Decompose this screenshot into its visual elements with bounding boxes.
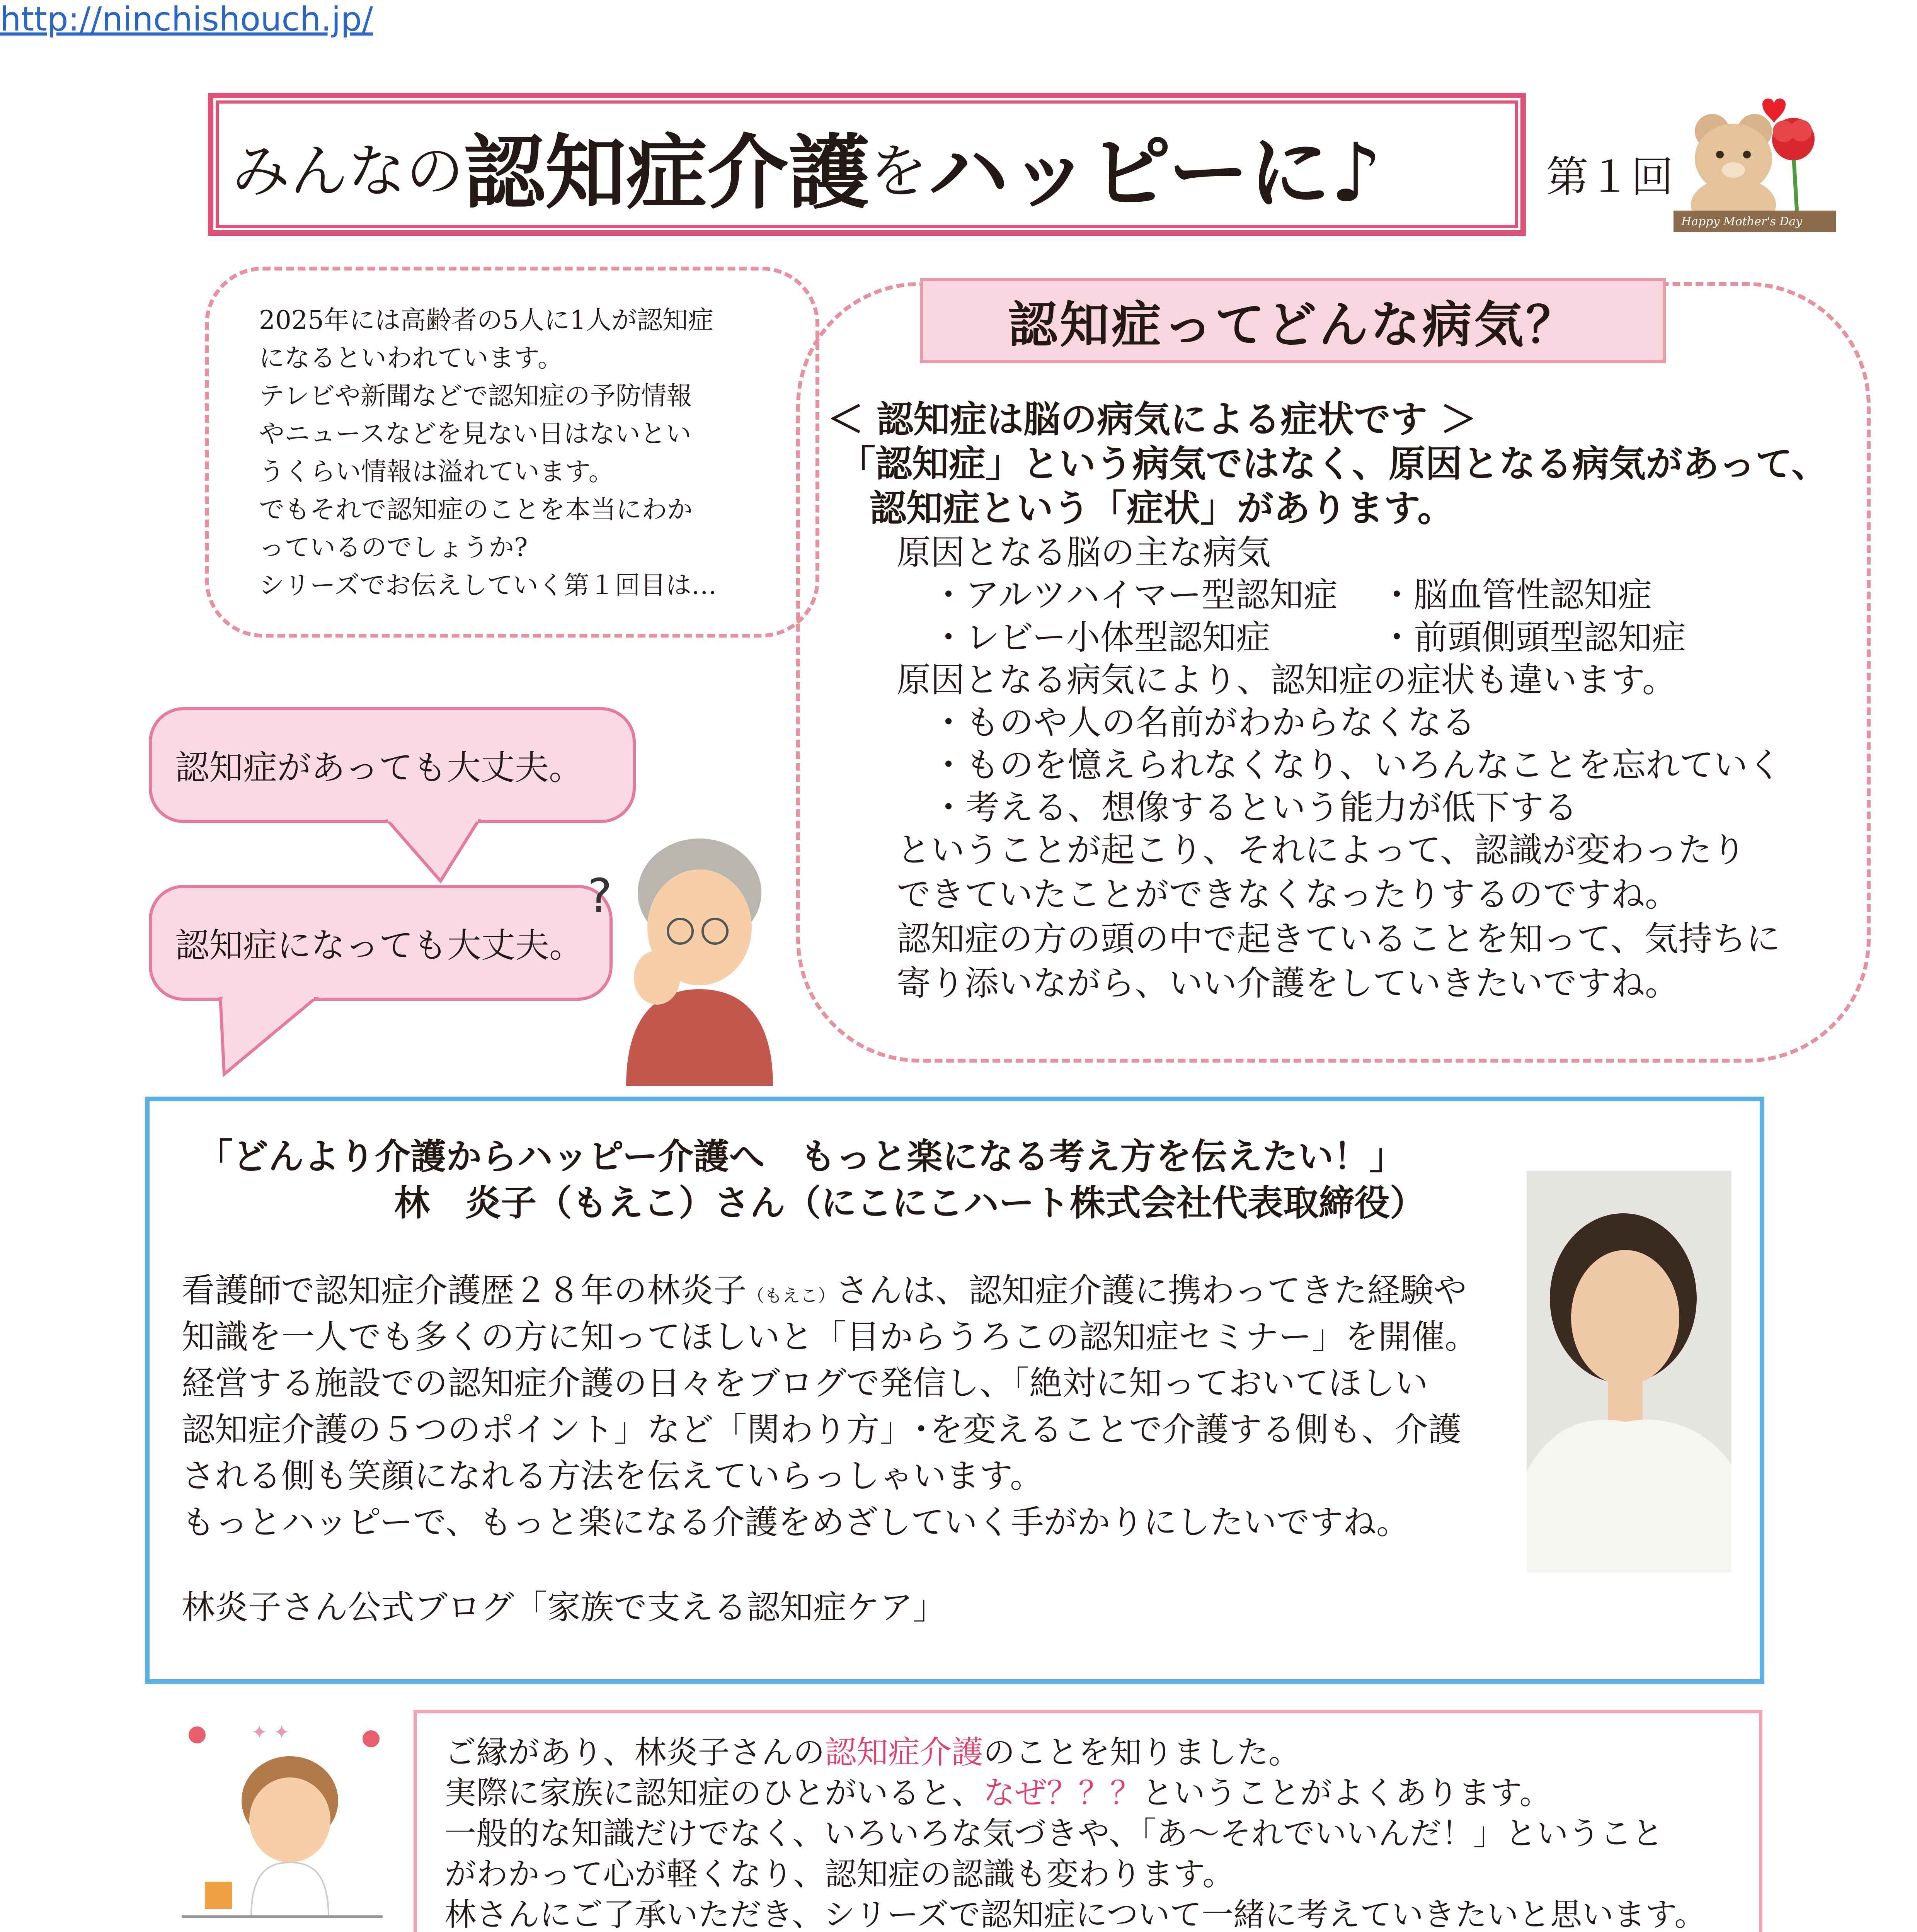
mothers-day-badge: Happy Mother's Day bbox=[1681, 215, 1803, 228]
disease-title: 認知症ってどんな病気？ bbox=[920, 278, 1666, 363]
portrait-photo bbox=[1527, 1171, 1731, 1573]
intro-text: 2025年には高齢者の5人に1人が認知症 になるといわれています。 テレビや新聞などで認知症の予防情報 やニュースなどを見ない日はないとい うくらい情報は溢れています。 でもそれで認知症のことを本当にわか っているのでしょうか? シリーズでお伝えしていく第１回目は… bbox=[259, 305, 717, 600]
mothers-day-illustration bbox=[1666, 89, 1844, 236]
interview-paragraph-first-line: 看護師で認知症介護歴２８年の林炎子（もえこ）さんは、認知症介護に携わってきた経験や bbox=[182, 1271, 1467, 1310]
carnation-icon bbox=[1772, 118, 1815, 216]
svg-text:✦ ✦: ✦ ✦ bbox=[251, 1721, 290, 1743]
issue-number: 第１回 bbox=[1546, 152, 1674, 202]
page-title: みんなの 認知症介護 を ハッピー に♪ bbox=[232, 126, 1382, 220]
interview-content: 「どんより介護からハッピー介護へ もっと楽になる考え方を伝えたい！」 林 炎子（もえこ）さん（にこにこハート株式会社代表取締役） 看護師で認知症介護歴２８年の林炎子（もえこ）さんは、認知症介護に携わってきた経験や 知識を一人でも多くの方に知ってほしいと「目からうろこの認知症セミナー」を開催。 経営する施設での認知症介護の日々をブログで発信し、「絶対に知っておいてほしい 認知症介護の５つのポイント」など「関わり方」･を変えることで介護する側も、介護 される側も笑顔になれる方法を伝えていらっしゃいます。 もっとハッピーで、もっと楽になる介護をめざしていく手がかりにしたいですね。 林炎子さん公式ブログ「家族で支える認知症ケア」 http://ninchishouch.jp/ bbox=[0, 0, 1478, 1627]
elderly-woman-illustration bbox=[572, 815, 812, 1086]
blog-link[interactable]: http://ninchishouch.jp/ bbox=[0, 0, 373, 39]
speech-bubble-1: 認知症があっても大丈夫。 bbox=[149, 707, 636, 823]
bubble-2-tail bbox=[209, 997, 325, 1094]
relieved-woman-illustration bbox=[174, 1716, 390, 1932]
question-mark-icon: ? bbox=[587, 869, 612, 923]
cup-icon bbox=[205, 1882, 232, 1909]
speech-bubble-2: 認知症になっても大丈夫。 bbox=[149, 885, 613, 1001]
